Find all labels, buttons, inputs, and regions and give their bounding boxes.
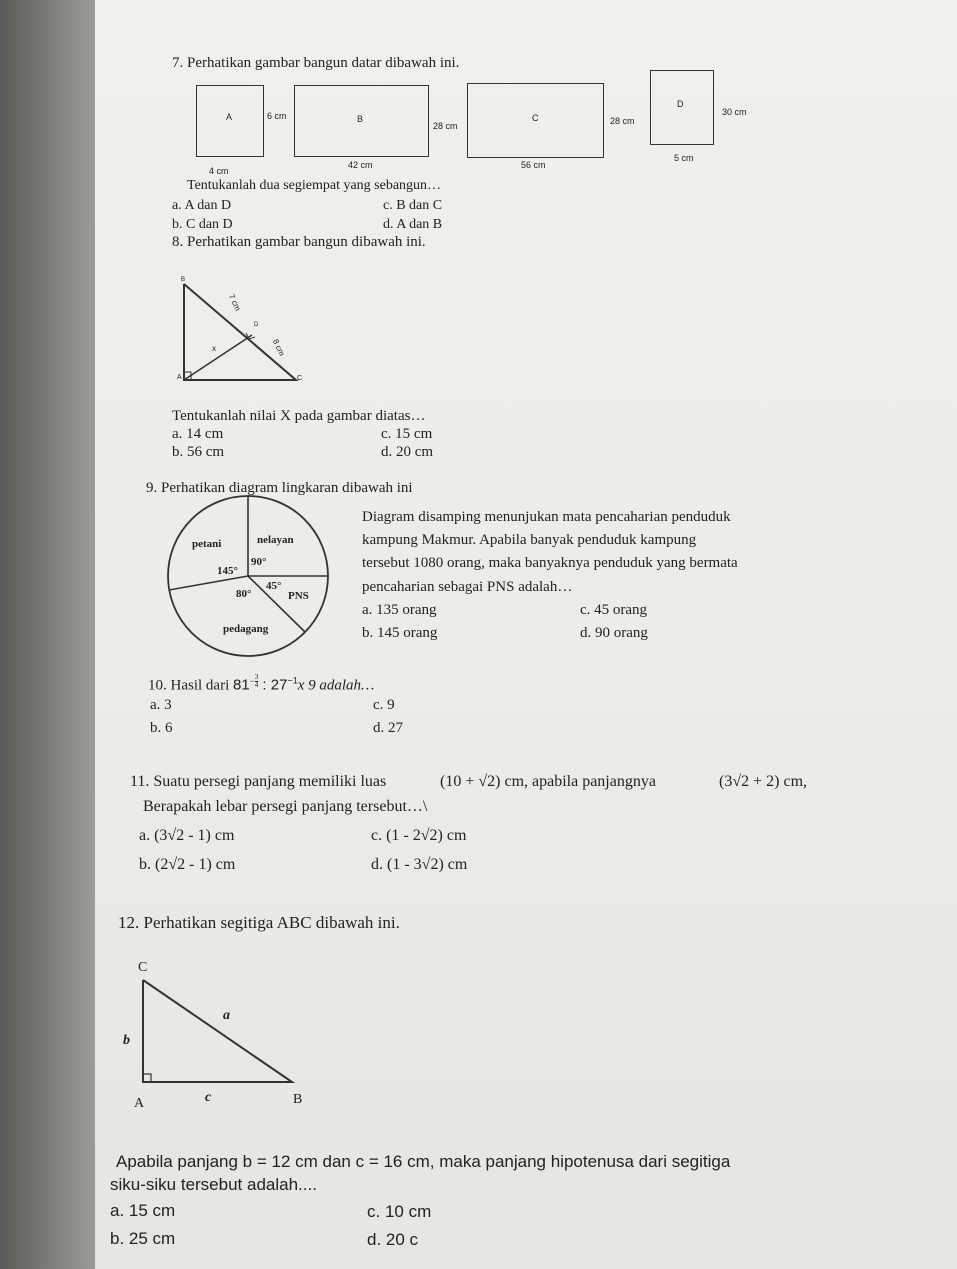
q12-label-a-vertex: A — [134, 1096, 145, 1111]
q12-label-b-vertex: B — [293, 1092, 303, 1107]
q7-option-c: c. B dan C — [383, 198, 443, 213]
q9-option-d: d. 90 orang — [580, 625, 648, 641]
q10-option-a: a. 3 — [150, 697, 172, 713]
q10-question — [148, 674, 374, 695]
q8-option-b: b. 56 cm — [172, 444, 225, 460]
q12-side-c: c — [205, 1090, 212, 1105]
q9-text-line-3: tersebut 1080 orang, maka banyaknya penduduk yang bermata — [362, 555, 738, 571]
q9-option-b: b. 145 orang — [362, 625, 438, 641]
q8-option-a: a. 14 cm — [172, 426, 224, 442]
q11-option-c: c. (1 - 2√2) cm — [371, 827, 467, 844]
q9-text-line-1: Diagram disamping menunjukan mata pencaharian penduduk — [362, 509, 731, 525]
q8-option-d: d. 20 cm — [381, 444, 434, 460]
q12-line1: Apabila panjang b = 12 cm dan c = 16 cm, maka panjang hipotenusa dari segitiga — [116, 1152, 731, 1171]
pie-label-petani: petani — [192, 538, 222, 550]
q8-label-c: C — [297, 375, 303, 382]
q8-label-dc: 8 cm — [270, 337, 287, 358]
q7-option-d: d. A dan B — [383, 217, 443, 232]
q10-mid: : 27 — [258, 676, 288, 694]
rect-c-side: 28 cm — [610, 116, 635, 126]
q8-triangle-figure — [170, 275, 310, 390]
q11-option-d: d. (1 - 3√2) cm — [371, 856, 468, 873]
q8-label-b: B — [181, 277, 186, 283]
q7-question: 7. Perhatikan gambar bangun datar dibawah ini. — [172, 55, 460, 71]
q7-prompt: Tentukanlah dua segiempat yang sebangun… — [187, 178, 442, 193]
q12-line2: siku-siku tersebut adalah.... — [110, 1175, 317, 1194]
q11-line1-c: (3√2 + 2) cm, — [719, 773, 808, 790]
q9-text-line-2: kampung Makmur. Apabila banyak penduduk kampung — [362, 532, 697, 548]
q12-side-a: a — [223, 1008, 230, 1023]
q8-label-d: D — [254, 322, 259, 328]
rect-d-label: D — [677, 99, 684, 109]
rect-d-side: 30 cm — [722, 107, 747, 117]
pie-angle-90: 90° — [251, 556, 267, 568]
q10-prefix: 10. Hasil dari — [148, 677, 230, 694]
q9-text-line-4: pencaharian sebagai PNS adalah… — [362, 579, 573, 595]
pie-label-pns: PNS — [288, 590, 309, 602]
q10-exp-num: 3 — [254, 673, 259, 681]
q7-option-a: a. A dan D — [172, 198, 232, 213]
q12-option-c: c. 10 cm — [367, 1202, 432, 1221]
q12-option-b: b. 25 cm — [110, 1229, 176, 1248]
rect-a-bottom: 4 cm — [209, 166, 229, 176]
q9-option-a: a. 135 orang — [362, 602, 437, 618]
q10-suffix: x 9 adalah… — [297, 677, 375, 694]
pie-label-nelayan: nelayan — [257, 534, 294, 546]
q10-option-d: d. 27 — [373, 720, 403, 736]
rect-c-label: C — [532, 113, 539, 123]
q11-line2: Berapakah lebar persegi panjang tersebut…\ — [143, 798, 428, 815]
q9-question: 9. Perhatikan diagram lingkaran dibawah ini — [146, 480, 413, 496]
q10-exp2: −1 — [287, 675, 298, 686]
q8-label-x: x — [212, 344, 216, 353]
q8-question: 8. Perhatikan gambar bangun dibawah ini. — [172, 234, 426, 250]
rect-d-bottom: 5 cm — [674, 153, 694, 163]
q12-question: 12. Perhatikan segitiga ABC dibawah ini. — [118, 913, 400, 932]
q11-line1-a: 11. Suatu persegi panjang memiliki luas — [130, 773, 387, 790]
q10-exp-sign: − — [249, 675, 255, 686]
rect-a-label: A — [226, 112, 233, 122]
q12-triangle-figure — [130, 975, 310, 1090]
rect-b-bottom: 42 cm — [348, 160, 373, 170]
q11-option-a: a. (3√2 - 1) cm — [139, 827, 235, 844]
q10-exp-den: 4 — [254, 681, 259, 689]
pie-angle-45: 45° — [266, 580, 282, 592]
pie-angle-145: 145° — [217, 565, 238, 577]
q8-prompt: Tentukanlah nilai X pada gambar diatas… — [172, 408, 426, 424]
rect-a-side: 6 cm — [267, 111, 287, 121]
q11-option-b: b. (2√2 - 1) cm — [139, 856, 236, 873]
q12-label-c-vertex: C — [138, 960, 148, 975]
q12-option-d: d. 20 c — [367, 1230, 419, 1249]
q10-option-b: b. 6 — [150, 720, 173, 736]
q12-option-a: a. 15 cm — [110, 1201, 176, 1220]
q8-label-a: A — [177, 374, 182, 381]
q9-option-c: c. 45 orang — [580, 602, 648, 618]
rect-b-side: 28 cm — [433, 121, 458, 131]
q8-label-bd: 7 cm — [226, 292, 243, 313]
rect-b-label: B — [357, 114, 364, 124]
pie-label-pedagang: pedagang — [223, 623, 269, 635]
q11-line1-b: (10 + √2) cm, apabila panjangnya — [440, 773, 656, 790]
rect-c-bottom: 56 cm — [521, 160, 546, 170]
q12-side-b: b — [123, 1033, 130, 1048]
q7-option-b: b. C dan D — [172, 217, 233, 232]
pie-angle-80: 80° — [236, 588, 252, 600]
q8-option-c: c. 15 cm — [381, 426, 433, 442]
q10-base: 81 — [232, 676, 250, 694]
q10-option-c: c. 9 — [373, 697, 395, 713]
